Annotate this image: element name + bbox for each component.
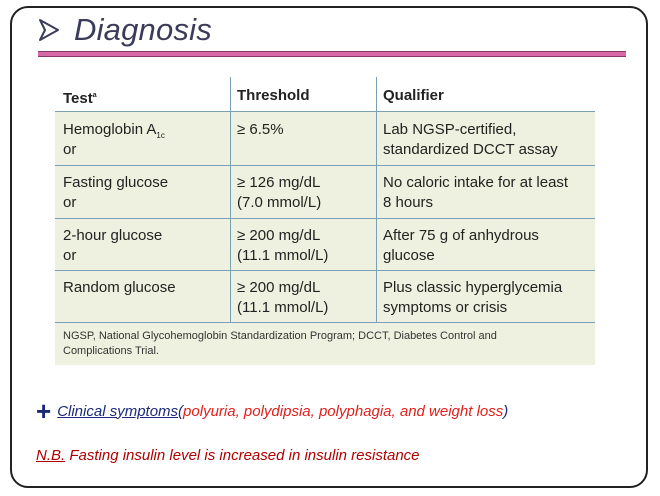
clinical-symptoms-link[interactable]: Clinical symptoms [57, 402, 179, 420]
row-test: Fasting glucose [63, 174, 169, 191]
row-qualifier-cont: glucose [383, 247, 435, 264]
symptom-list: polyuria, polydipsia, polyphagia, and weight loss [183, 402, 504, 420]
row-divider-4 [55, 322, 595, 323]
note-label: N.B. [36, 447, 66, 464]
row-test-or: or [63, 247, 77, 264]
slide-title: Diagnosis [74, 12, 212, 47]
row-test-subscript: 1c [156, 131, 165, 140]
header-test [63, 86, 97, 108]
footnote-line: Complications Trial. [63, 345, 159, 357]
plus-icon: + [36, 396, 52, 426]
row-qualifier-cont: standardized DCCT assay [383, 141, 558, 158]
row-qualifier: No caloric intake for at least [383, 174, 569, 191]
row-qualifier: Plus classic hyperglycemia [383, 279, 563, 296]
header-qualifier: Qualifier [383, 87, 444, 104]
table-header-row [55, 77, 595, 111]
header-test-superscript: a [92, 92, 97, 99]
note-row [36, 447, 420, 464]
row-qualifier-cont: 8 hours [383, 194, 434, 211]
row-test: Random glucose [63, 279, 176, 296]
row-threshold: ≥ 126 mg/dL [237, 174, 321, 191]
close-paren: ) [503, 402, 509, 420]
header-test-label: Test [63, 90, 93, 107]
row-test-or: or [63, 141, 77, 158]
row-threshold-si: (11.1 mmol/L) [237, 247, 329, 264]
column-divider-1 [230, 77, 231, 322]
open-paren: ( [178, 402, 184, 420]
row-threshold-si: (7.0 mmol/L) [237, 194, 322, 211]
clinical-symptoms-row [36, 398, 508, 424]
column-divider-2 [376, 77, 377, 322]
row-test [63, 120, 165, 145]
row-divider-2 [55, 218, 595, 219]
header-threshold: Threshold [237, 87, 310, 104]
row-test: 2-hour glucose [63, 227, 163, 244]
row-qualifier-cont: symptoms or crisis [383, 299, 508, 316]
arrow-bullet-icon [36, 17, 62, 43]
row-threshold: ≥ 200 mg/dL [237, 227, 321, 244]
row-threshold-si: (11.1 mmol/L) [237, 299, 329, 316]
header-divider [55, 111, 595, 112]
title-accent-rule [38, 51, 626, 57]
footnote-line: NGSP, National Glycohemoglobin Standardization Program; DCCT, Diabetes Control and [63, 330, 497, 342]
row-test-name: Hemoglobin A [63, 121, 157, 138]
row-threshold: ≥ 6.5% [237, 121, 284, 138]
row-divider-1 [55, 165, 595, 166]
row-test-or: or [63, 194, 77, 211]
row-qualifier: Lab NGSP-certified, [383, 121, 517, 138]
title-row [36, 10, 212, 50]
note-text: Fasting insulin level is increased in insulin resistance [65, 447, 420, 464]
diagnosis-table [55, 77, 595, 365]
row-divider-3 [55, 270, 595, 271]
row-threshold: ≥ 200 mg/dL [237, 279, 321, 296]
table-footnote [63, 329, 583, 359]
row-qualifier: After 75 g of anhydrous [383, 227, 539, 244]
